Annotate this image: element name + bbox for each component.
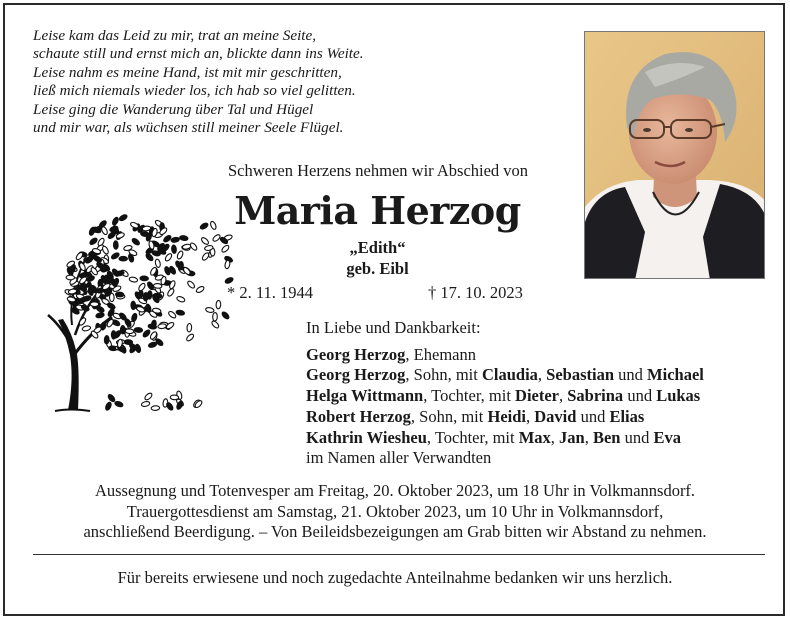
thanks-intro: In Liebe und Dankbarkeit: <box>306 318 481 337</box>
mourner-name: Ben <box>592 427 621 447</box>
poem <box>33 27 563 137</box>
mourner-relation: , Tochter, mit <box>426 427 519 447</box>
mourner-relation: , Tochter, mit <box>423 386 516 406</box>
mourner-relation: , <box>526 406 535 426</box>
mourner-line <box>306 365 766 386</box>
deceased-name: Maria Herzog <box>234 188 521 233</box>
poem-line: Leise ging die Wanderung über Tal und Hügel <box>33 100 314 118</box>
closing-thanks: Für bereits erwiesene und noch zugedachte Anteilnahme bedanken wir uns herzlich. <box>117 568 673 587</box>
windblown-tree-icon <box>30 205 235 420</box>
mourner-name: Jan <box>559 427 585 447</box>
mourner-name: Georg Herzog <box>306 344 406 364</box>
service-line: anschließend Beerdigung. – Von Beileidsbezeigungen am Grab bitten wir Abstand zu nehmen. <box>83 522 707 541</box>
service-line: Trauergottesdienst am Samstag, 21. Oktober 2023, um 10 Uhr in Volkmannsdorf, <box>126 501 664 521</box>
death-date: † 17. 10. 2023 <box>428 283 523 302</box>
service-info <box>18 481 772 543</box>
mourner-relation: und <box>576 406 610 426</box>
mourner-relation: , <box>584 427 593 447</box>
mourner-name: Michael <box>647 365 704 385</box>
farewell-intro: Schweren Herzens nehmen wir Abschied von <box>227 161 529 180</box>
mourner-name: Lukas <box>656 386 701 406</box>
mourner-name: Kathrin Wiesheu <box>306 427 427 447</box>
mourner-relation: , <box>537 365 547 385</box>
mourner-relation: , <box>559 386 568 406</box>
poem-line: Leise nahm es meine Hand, ist mit mir geschritten, <box>33 63 342 81</box>
service-line: Aussegnung und Totenvesper am Freitag, 20. Oktober 2023, um 18 Uhr in Volkmannsdorf. <box>94 481 696 500</box>
mourner-name: Claudia <box>481 365 538 385</box>
mourner-name: Max <box>518 427 551 447</box>
mourners-list <box>306 318 766 469</box>
mourner-relation: , Sohn, mit <box>410 406 488 426</box>
mourner-name: Sebastian <box>546 365 615 385</box>
mourner-relation: , Sohn, mit <box>405 365 482 385</box>
mourner-relation: , Ehemann <box>405 344 476 364</box>
mourner-line <box>306 448 766 469</box>
mourner-line <box>306 345 766 366</box>
mourner-name: Heidi <box>487 406 526 426</box>
portrait-photo <box>584 31 765 279</box>
poem-line: ließ mich niemals wieder los, ich hab so viel gelitten. <box>33 82 356 100</box>
mourner-relation: und <box>620 427 654 447</box>
mourner-line <box>306 386 766 407</box>
mourner-relation: , <box>550 427 560 447</box>
mourner-name: Eva <box>653 427 681 447</box>
mourner-name: Sabrina <box>567 386 624 406</box>
poem-line: schaute still und ernst mich an, blickte dann ins Weite. <box>33 45 364 63</box>
mourner-name: Robert Herzog <box>306 406 411 426</box>
mourner-relation: und <box>623 386 657 406</box>
birth-date: * 2. 11. 1944 <box>227 283 314 302</box>
mourner-line <box>306 407 766 428</box>
mourner-name: Dieter <box>515 386 559 406</box>
divider <box>33 554 765 555</box>
mourner-relation: im Namen aller Verwandten <box>306 448 492 468</box>
mourner-name: Elias <box>609 406 645 426</box>
mourner-line <box>306 428 766 449</box>
birth-name: geb. Eibl <box>346 259 409 278</box>
mourner-name: Georg Herzog <box>306 365 406 385</box>
mourner-name: Helga Wittmann <box>306 386 424 406</box>
mourner-name: David <box>534 406 577 426</box>
poem-line: und mir war, als wüchsen still meiner Seele Flügel. <box>33 119 344 137</box>
mourner-relation: und <box>614 365 648 385</box>
poem-line: Leise kam das Leid zu mir, trat an meine Seite, <box>33 27 317 44</box>
nickname: „Edith“ <box>349 238 406 257</box>
